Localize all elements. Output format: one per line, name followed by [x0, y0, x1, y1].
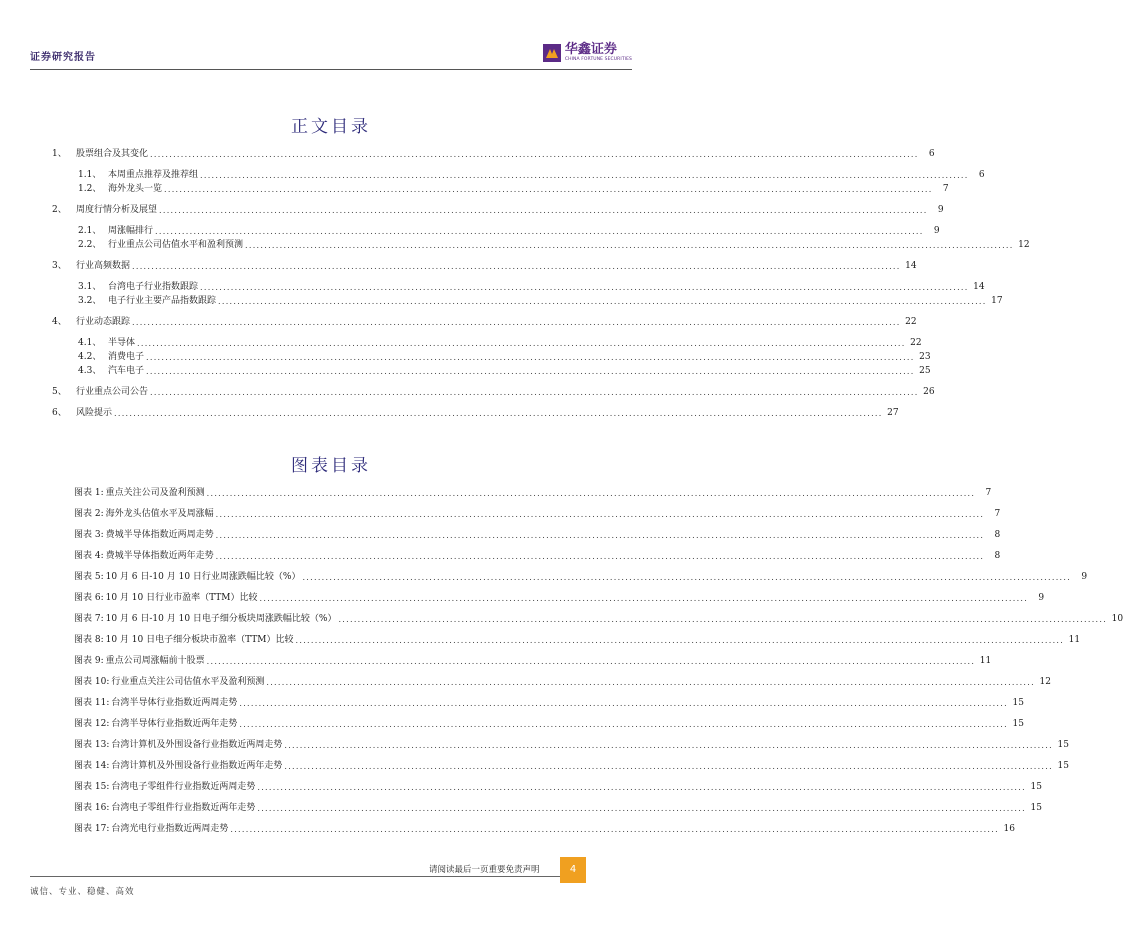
toc-entry-label: 10 月 6 日-10 月 10 日电子细分板块周涨跌幅比较（%） — [105, 614, 337, 624]
toc-leader-dots: ........................................................................................................................................................................................................ — [146, 367, 915, 376]
toc-leader-dots: ........................................................................................................................................................................................................ — [215, 552, 985, 561]
toc-leader-dots: ........................................................................................................................................................................................................ — [146, 353, 915, 362]
toc-entry-label: 行业高频数据 — [76, 261, 131, 271]
toc-entry-number: 图表 16: — [74, 803, 110, 813]
toc-entry-number: 4、 — [52, 317, 67, 327]
toc-entry[interactable] — [52, 258, 917, 272]
toc-leader-dots: ........................................................................................................................................................................................................ — [259, 594, 1029, 603]
toc-entry-label: 周涨幅排行 — [108, 226, 154, 236]
toc-entry-page: 10 — [1111, 614, 1123, 624]
toc-leader-dots: ........................................................................................................................................................................................................ — [284, 762, 1053, 771]
toc-leader-dots: ........................................................................................................................................................................................................ — [266, 678, 1035, 687]
toc-entry-label: 费城半导体指数近两周走势 — [105, 530, 214, 540]
toc-entry-label: 重点公司周涨幅前十股票 — [105, 656, 205, 666]
toc-entry-page: 22 — [910, 338, 922, 348]
toc-entry-page: 15 — [1030, 782, 1042, 792]
toc-entry-page: 15 — [1030, 803, 1042, 813]
toc-entry-number: 图表 10: — [74, 677, 110, 687]
toc-entry-number: 5、 — [52, 387, 67, 397]
figure-entry[interactable] — [52, 611, 1123, 625]
toc-entry-label: 汽车电子 — [108, 366, 145, 376]
toc-entry-number: 图表 5: — [74, 572, 104, 582]
toc-entry-number: 4.1、 — [78, 338, 102, 348]
toc-entry-page: 15 — [1012, 719, 1024, 729]
toc-entry-label: 海外龙头一览 — [108, 184, 163, 194]
toc-leader-dots: ........................................................................................................................................................................................................ — [137, 339, 906, 348]
toc-entry-label: 台湾电子零组件行业指数近两年走势 — [111, 803, 256, 813]
toc-leader-dots: ........................................................................................................................................................................................................ — [230, 825, 999, 834]
toc-entry-page: 26 — [923, 387, 935, 397]
toc-entry-number: 图表 12: — [74, 719, 110, 729]
toc-entry[interactable] — [52, 363, 931, 377]
toc-entry-page: 15 — [1057, 740, 1069, 750]
toc-leader-dots: ........................................................................................................................................................................................................ — [284, 741, 1053, 750]
toc-leader-dots: ........................................................................................................................................................................................................ — [150, 388, 919, 397]
brand-logo-icon — [543, 44, 561, 62]
toc-leader-dots: ........................................................................................................................................................................................................ — [245, 241, 1014, 250]
toc-entry[interactable] — [52, 202, 944, 216]
disclaimer-note: 请阅读最后一页重要免责声明 — [429, 865, 540, 875]
figure-entry[interactable] — [52, 485, 992, 499]
toc-leader-dots: ........................................................................................................................................................................................................ — [114, 409, 883, 418]
toc-entry-number: 4.2、 — [78, 352, 102, 362]
toc-entry[interactable] — [52, 181, 949, 195]
toc-entry-number: 3.1、 — [78, 282, 102, 292]
figure-entry[interactable] — [52, 569, 1088, 583]
company-motto: 诚信、专业、稳健、高效 — [30, 887, 135, 897]
toc-entry-label: 台湾光电行业指数近两周走势 — [111, 824, 229, 834]
figure-entry[interactable] — [52, 800, 1042, 814]
toc-entry-number: 2、 — [52, 205, 67, 215]
toc-entry-number: 图表 6: — [74, 593, 104, 603]
toc-leader-dots: ........................................................................................................................................................................................................ — [206, 657, 976, 666]
figure-entry[interactable] — [52, 590, 1045, 604]
toc-leader-dots: ........................................................................................................................................................................................................ — [295, 636, 1065, 645]
figure-entry[interactable] — [52, 758, 1069, 772]
toc-entry-page: 6 — [928, 149, 935, 159]
toc-leader-dots: ........................................................................................................................................................................................................ — [132, 262, 901, 271]
toc-entry-page: 8 — [994, 530, 1001, 540]
toc-entry-page: 16 — [1003, 824, 1015, 834]
brand-name-en: CHINA FORTUNE SECURITIES — [564, 57, 632, 62]
toc-entry[interactable] — [52, 405, 899, 419]
toc-entry-label: 台湾半导体行业指数近两周走势 — [111, 698, 238, 708]
toc-entry-label: 重点关注公司及盈利预测 — [105, 488, 205, 498]
toc-entry[interactable] — [52, 335, 922, 349]
toc-entry-page: 15 — [1057, 761, 1069, 771]
toc-entry-page: 7 — [942, 184, 949, 194]
toc-entry-number: 图表 11: — [74, 698, 110, 708]
toc-entry[interactable] — [52, 314, 917, 328]
toc-entry-page: 25 — [919, 366, 931, 376]
toc-entry-page: 9 — [933, 226, 940, 236]
toc-entry-label: 行业重点公司估值水平和盈利预测 — [108, 240, 244, 250]
toc-entry-page: 14 — [905, 261, 917, 271]
toc-leader-dots: ........................................................................................................................................................................................................ — [257, 783, 1026, 792]
toc-entry-label: 费城半导体指数近两年走势 — [105, 551, 214, 561]
toc-leader-dots: ........................................................................................................................................................................................................ — [200, 171, 969, 180]
toc-entry-label: 行业动态跟踪 — [76, 317, 131, 327]
toc-entry-label: 行业重点关注公司估值水平及盈利预测 — [111, 677, 265, 687]
toc-entry-number: 2.1、 — [78, 226, 102, 236]
toc-leader-dots: ........................................................................................................................................................................................................ — [257, 804, 1026, 813]
toc-entry-page: 9 — [1038, 593, 1045, 603]
report-type-label: 证券研究报告 — [30, 52, 96, 63]
toc-entry-label: 电子行业主要产品指数跟踪 — [108, 296, 217, 306]
toc-entry[interactable] — [52, 223, 940, 237]
toc-entry[interactable] — [52, 293, 1003, 307]
page-number-badge: 4 — [560, 857, 586, 883]
toc-entry-page: 22 — [905, 317, 917, 327]
toc-leader-dots: ........................................................................................................................................................................................................ — [150, 150, 919, 159]
toc-leader-dots: ........................................................................................................................................................................................................ — [302, 573, 1072, 582]
toc-entry-number: 图表 17: — [74, 824, 110, 834]
toc-entry-label: 风险提示 — [76, 408, 113, 418]
figure-entry[interactable] — [52, 632, 1081, 646]
toc-entry-number: 2.2、 — [78, 240, 102, 250]
toc-entry-page: 9 — [1081, 572, 1088, 582]
toc-leader-dots: ........................................................................................................................................................................................................ — [206, 489, 976, 498]
toc-entry-number: 3、 — [52, 261, 67, 271]
toc-entry-number: 1.2、 — [78, 184, 102, 194]
figure-entry[interactable] — [52, 821, 1015, 835]
figure-entry[interactable] — [52, 695, 1024, 709]
toc-leader-dots: ........................................................................................................................................................................................................ — [215, 510, 985, 519]
figure-entry[interactable] — [52, 674, 1051, 688]
toc-leader-dots: ........................................................................................................................................................................................................ — [159, 206, 928, 215]
toc-entry[interactable] — [52, 384, 935, 398]
brand-logo — [543, 40, 632, 66]
toc-entry-page: 23 — [919, 352, 931, 362]
figures-title: 图表目录 — [291, 456, 371, 476]
toc-leader-dots: ........................................................................................................................................................................................................ — [200, 283, 969, 292]
toc-entry-page: 9 — [937, 205, 944, 215]
toc-entry-number: 图表 7: — [74, 614, 104, 624]
toc-entry[interactable] — [52, 349, 931, 363]
figure-entry[interactable] — [52, 506, 1001, 520]
page-header — [30, 36, 632, 70]
toc-title: 正文目录 — [291, 117, 371, 137]
toc-entry[interactable] — [52, 146, 935, 160]
toc-entry-page: 17 — [991, 296, 1003, 306]
toc-entry-label: 消费电子 — [108, 352, 145, 362]
toc-entry-page: 11 — [1068, 635, 1081, 645]
toc-entry-number: 图表 4: — [74, 551, 104, 561]
figure-entry[interactable] — [52, 779, 1042, 793]
toc-entry-label: 10 月 6 日-10 月 10 日行业周涨跌幅比较（%） — [105, 572, 301, 582]
toc-entry-page: 6 — [978, 170, 985, 180]
toc-entry-number: 图表 15: — [74, 782, 110, 792]
toc-leader-dots: ........................................................................................................................................................................................................ — [155, 227, 924, 236]
figure-entry[interactable] — [52, 527, 1001, 541]
toc-entry-label: 10 月 10 日行业市盈率（TTM）比较 — [105, 593, 258, 603]
toc-entry-page: 11 — [979, 656, 992, 666]
toc-leader-dots: ........................................................................................................................................................................................................ — [218, 297, 987, 306]
toc-entry-page: 14 — [973, 282, 985, 292]
toc-entry-page: 15 — [1012, 698, 1024, 708]
toc-entry[interactable] — [52, 167, 985, 181]
toc-entry-label: 半导体 — [108, 338, 136, 348]
toc-leader-dots: ........................................................................................................................................................................................................ — [239, 699, 1008, 708]
toc-entry-number: 图表 14: — [74, 761, 110, 771]
figure-entry[interactable] — [52, 548, 1001, 562]
toc-entry[interactable] — [52, 237, 1030, 251]
toc-leader-dots: ........................................................................................................................................................................................................ — [338, 615, 1108, 624]
figure-entry[interactable] — [52, 653, 992, 667]
toc-entry-number: 1.1、 — [78, 170, 102, 180]
toc-entry-label: 台湾电子行业指数跟踪 — [108, 282, 199, 292]
toc-entry-number: 图表 3: — [74, 530, 104, 540]
toc-entry-page: 12 — [1039, 677, 1051, 687]
toc-entry-label: 股票组合及其变化 — [76, 149, 149, 159]
toc-entry-label: 台湾电子零组件行业指数近两周走势 — [111, 782, 256, 792]
toc-entry-number: 图表 13: — [74, 740, 110, 750]
toc-leader-dots: ........................................................................................................................................................................................................ — [239, 720, 1008, 729]
toc-entry-number: 图表 9: — [74, 656, 104, 666]
toc-entry-number: 图表 1: — [74, 488, 104, 498]
toc-entry-number: 1、 — [52, 149, 67, 159]
toc-entry-label: 台湾计算机及外围设备行业指数近两周走势 — [111, 740, 283, 750]
toc-entry-page: 7 — [985, 488, 992, 498]
toc-entry-number: 4.3、 — [78, 366, 102, 376]
toc-entry-number: 3.2、 — [78, 296, 102, 306]
toc-entry-label: 行业重点公司公告 — [76, 387, 149, 397]
toc-entry-label: 台湾半导体行业指数近两年走势 — [111, 719, 238, 729]
footer-divider — [30, 876, 560, 877]
toc-entry-page: 8 — [994, 551, 1001, 561]
brand-name-cn: 华鑫证券 — [564, 42, 617, 57]
figure-entry[interactable] — [52, 716, 1024, 730]
toc-entry-number: 图表 8: — [74, 635, 104, 645]
toc-entry-label: 台湾计算机及外围设备行业指数近两年走势 — [111, 761, 283, 771]
toc-entry-page: 27 — [887, 408, 899, 418]
toc-leader-dots: ........................................................................................................................................................................................................ — [132, 318, 901, 327]
toc-leader-dots: ........................................................................................................................................................................................................ — [164, 185, 933, 194]
toc-entry-label: 本周重点推荐及推荐组 — [108, 170, 199, 180]
toc-entry-number: 6、 — [52, 408, 67, 418]
toc-leader-dots: ........................................................................................................................................................................................................ — [215, 531, 985, 540]
toc-entry-page: 12 — [1018, 240, 1030, 250]
toc-entry-label: 海外龙头估值水平及周涨幅 — [105, 509, 214, 519]
figure-entry[interactable] — [52, 737, 1069, 751]
toc-entry-label: 周度行情分析及展望 — [76, 205, 158, 215]
toc-entry-page: 7 — [994, 509, 1001, 519]
toc-entry-label: 10 月 10 日电子细分板块市盈率（TTM）比较 — [105, 635, 294, 645]
toc-entry[interactable] — [52, 279, 985, 293]
toc-entry-number: 图表 2: — [74, 509, 104, 519]
header-divider — [30, 69, 632, 70]
